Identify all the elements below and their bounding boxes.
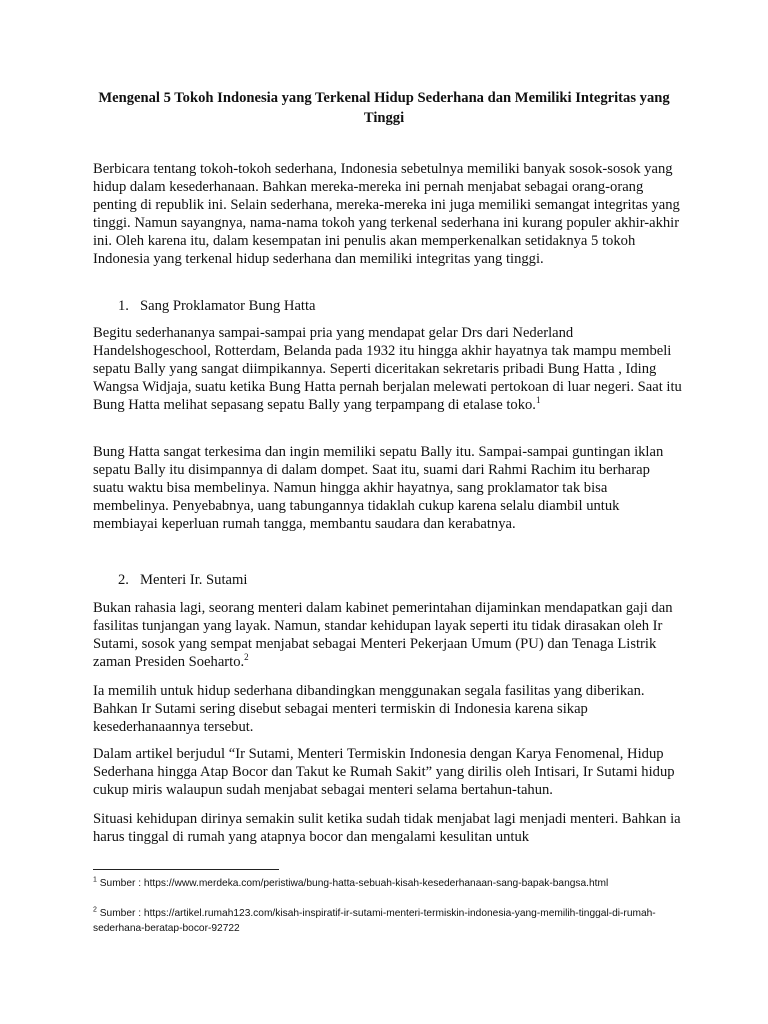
sutami-paragraph-2: Ia memilih untuk hidup sederhana dibandingkan menggunakan segala fasilitas yang diberikan. Bahkan Ir Sutami sering disebut sebagai menteri termiskin di Indonesia karena sikap kesederhanaannya tersebut. <box>93 683 645 735</box>
sutami-paragraph-3: Dalam artikel berjudul “Ir Sutami, Menteri Termiskin Indonesia dengan Karya Fenomenal, Hidup Sederhana hingga Atap Bocor dan Takut ke Rumah Sakit” yang dirilis oleh Intisari, Ir Sutami hidup cukup miris walaupun sudah menjabat sebagai menteri selama bertahun-tahun. <box>93 746 675 798</box>
section-heading-bung-hatta <box>118 297 316 315</box>
footnote-1 <box>93 877 683 892</box>
paragraph-text: Begitu sederhananya sampai-sampai pria yang mendapat gelar Drs dari Nederland Handelshogeschool, Rotterdam, Belanda pada 1932 itu hingga akhir hayatnya tak mampu membeli sepatu Bally yang sangat diimpikannya. Seperti diceritakan sekretaris pribadi Bung Hatta , Iding Wangsa Widjaja, suatu ketika Bung Hatta pernah berjalan melewati pertokoan di luar negeri. Saat itu Bung Hatta melihat sepasang sepatu Bally yang terpampang di etalase toko. <box>93 325 682 413</box>
footnote-mark: 1 <box>93 876 97 884</box>
section-title: Sang Proklamator Bung Hatta <box>140 298 316 314</box>
bung-hatta-paragraph-1 <box>93 324 683 414</box>
section-heading-sutami <box>118 571 247 589</box>
footnote-ref-2: 2 <box>244 652 249 663</box>
section-number: 2. <box>118 572 129 588</box>
paragraph-text: Bukan rahasia lagi, seorang menteri dalam kabinet pemerintahan dijaminkan mendapatkan gaji dan fasilitas tunjangan yang layak. Namun, standar kehidupan layak seperti itu tidak dirasakan oleh Ir Sutami, sosok yang sempat menjabat sebagai Menteri Pekerjaan Umum (PU) dan Tenaga Listrik zaman Presiden Soeharto. <box>93 600 673 670</box>
sutami-paragraph-4: Situasi kehidupan dirinya semakin sulit ketika sudah tidak menjabat lagi menjadi menteri. Bahkan ia harus tinggal di rumah yang atapnya bocor dan mengalami kesulitan untuk <box>93 811 681 845</box>
footnote-text: Sumber : https://www.merdeka.com/peristiwa/bung-hatta-sebuah-kisah-kesederhanaan-sang-bapak-bangsa.html <box>96 878 609 889</box>
intro-paragraph: Berbicara tentang tokoh-tokoh sederhana, Indonesia sebetulnya memiliki banyak sosok-sosok yang hidup dalam kesederhanaan. Bahkan mereka-mereka ini pernah menjabat sebagai orang-orang penting di republik ini. Selain sederhana, mereka-mereka ini juga memiliki semangat integritas yang tinggi. Namun sayangnya, nama-nama tokoh yang terkenal sederhana ini kurang populer akhir-akhir ini. Oleh karena itu, dalam kesempatan ini penulis akan memperkenalkan setidaknya 5 tokoh Indonesia yang terkenal hidup sederhana dan memiliki integritas yang tinggi. <box>93 161 680 267</box>
section-title: Menteri Ir. Sutami <box>140 572 248 588</box>
footnote-2 <box>93 907 683 936</box>
footnote-text: Sumber : https://artikel.rumah123.com/kisah-inspiratif-ir-sutami-menteri-termiskin-indonesia-yang-memilih-tinggal-di-rumah-sederhana-beratap-bocor-92722 <box>93 908 656 934</box>
footnote-separator <box>93 869 279 870</box>
footnote-ref-1: 1 <box>535 395 541 406</box>
sutami-paragraph-1 <box>93 599 683 671</box>
footnote-mark: 2 <box>93 906 97 914</box>
document-title: Mengenal 5 Tokoh Indonesia yang Terkenal Hidup Sederhana dan Memiliki Integritas yang Tinggi <box>98 90 670 126</box>
section-number: 1. <box>118 298 129 314</box>
bung-hatta-paragraph-2: Bung Hatta sangat terkesima dan ingin memiliki sepatu Bally itu. Sampai-sampai guntingan iklan sepatu Bally itu disimpannya di dalam dompet. Saat itu, suami dari Rahmi Rachim itu berharap suatu waktu bisa membelinya. Namun hingga akhir hayatnya, sang proklamator tak bisa membelinya. Penyebabnya, uang tabungannya tidaklah cukup karena selalu diambil untuk membiayai keperluan rumah tangga, membantu saudara dan kerabatnya. <box>93 444 664 532</box>
